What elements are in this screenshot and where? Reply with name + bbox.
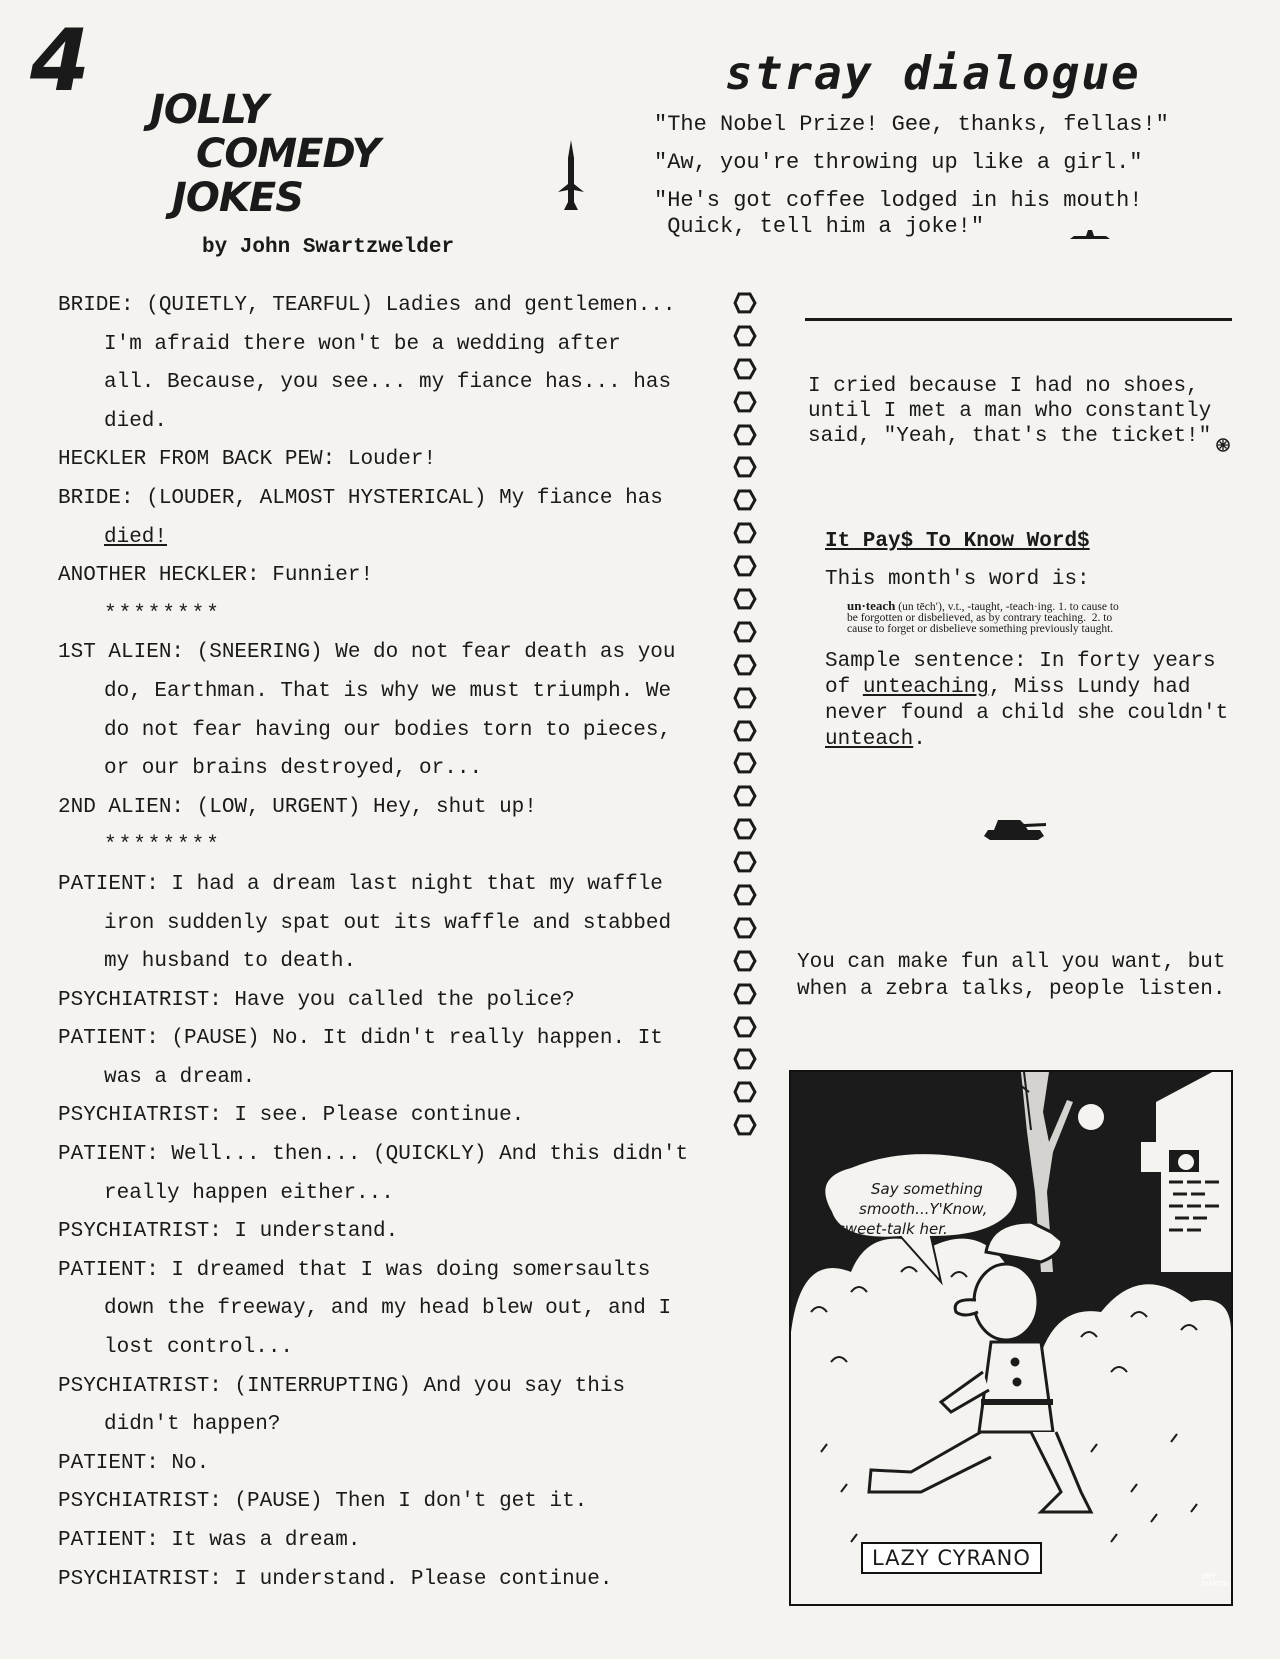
byline: by John Swartzwelder — [202, 236, 455, 259]
spiral-ring-icon — [732, 718, 758, 746]
dialogue-line: PSYCHIATRIST: I understand. — [58, 1220, 399, 1244]
stray-line-4: Quick, tell him a joke!" — [654, 214, 985, 239]
cartoon-panel — [789, 1070, 1233, 1606]
dialogue-line: do not fear having our bodies torn to pieces, — [104, 718, 672, 742]
shoes-quote-line-1: I cried because I had no shoes, — [808, 375, 1199, 398]
sample-line-3: never found a child she couldn't — [825, 702, 1229, 725]
dialogue-line: died. — [104, 409, 168, 433]
stray-line-1: "The Nobel Prize! Gee, thanks, fellas!" — [654, 112, 1169, 137]
word-box-heading: It Pay$ To Know Word$ — [825, 530, 1090, 553]
sample-line-2-post: , Miss Lundy had — [988, 676, 1191, 699]
spiral-binding — [732, 290, 758, 1145]
spiral-ring-icon — [732, 1079, 758, 1107]
dialogue-line: my husband to death. — [104, 950, 357, 974]
sample-line-1: Sample sentence: In forty years — [825, 650, 1216, 673]
spiral-ring-icon — [732, 586, 758, 614]
spiral-ring-icon — [732, 685, 758, 713]
sample-word-unteaching: unteaching — [862, 676, 989, 699]
spiral-ring-icon — [732, 619, 758, 647]
spiral-ring-icon — [732, 1014, 758, 1042]
spiral-ring-icon — [732, 422, 758, 450]
dialogue-line: ANOTHER HECKLER: Funnier! — [58, 564, 374, 588]
dialogue-line: do, Earthman. That is why we must triumph. We — [104, 679, 672, 703]
dialogue-line: PATIENT: No. — [58, 1451, 210, 1475]
sample-line-4-post: . — [913, 728, 926, 751]
sample-line-2-pre: of — [825, 676, 863, 699]
dialogue-line: HECKLER FROM BACK PEW: Louder! — [58, 448, 437, 472]
dialogue-line: PSYCHIATRIST: Have you called the police? — [58, 988, 575, 1012]
spiral-ring-icon — [732, 454, 758, 482]
spiral-ring-icon — [732, 323, 758, 351]
article-title-line-2: COMEDY — [196, 131, 380, 177]
rocket-icon — [556, 140, 586, 216]
spiral-ring-icon — [732, 553, 758, 581]
spiral-ring-icon — [732, 981, 758, 1009]
artist-credit — [1202, 1572, 1229, 1588]
spiral-ring-icon — [732, 1112, 758, 1140]
dialogue-line: PSYCHIATRIST: (INTERRUPTING) And you say this — [58, 1374, 626, 1398]
spiral-ring-icon — [732, 1046, 758, 1074]
moon-shape — [1078, 1104, 1104, 1130]
dialogue-line: PATIENT: I had a dream last night that my waffle — [58, 872, 663, 896]
spiral-ring-icon — [732, 882, 758, 910]
dialogue-line: ******** — [104, 834, 221, 858]
dialogue-underlined-word: died! — [104, 525, 168, 549]
speech-bubble-line-2: smooth...Y'Know, — [859, 1200, 988, 1218]
dialogue-line: PATIENT: It was a dream. — [58, 1529, 361, 1552]
spiral-ring-icon — [732, 652, 758, 680]
dialogue-line: PATIENT: Well... then... (QUICKLY) And this didn't — [58, 1143, 689, 1167]
speech-bubble-line-1: Say something — [871, 1180, 983, 1198]
spiral-ring-icon — [732, 915, 758, 943]
tank-icon — [980, 814, 1050, 840]
spiral-ring-icon — [732, 520, 758, 548]
cartoon-caption: LAZY CYRANO — [861, 1542, 1042, 1574]
dialogue-line: didn't happen? — [104, 1413, 281, 1437]
stray-line-3: "He's got coffee lodged in his mouth! — [654, 188, 1143, 213]
sample-word-unteach: unteach — [825, 728, 914, 751]
dialogue-line: PSYCHIATRIST: (PAUSE) Then I don't get it. — [58, 1490, 588, 1514]
page-number: 4 — [30, 11, 90, 111]
dialogue-line: PSYCHIATRIST: I understand. Please continue. — [58, 1567, 613, 1591]
spiral-ring-icon — [732, 948, 758, 976]
sample-sentence — [825, 649, 1228, 753]
asterisk-ornament-icon — [1216, 438, 1230, 452]
spiral-ring-icon — [732, 487, 758, 515]
column-divider-rule — [805, 318, 1232, 321]
zebra-quote-line-2: when a zebra talks, people listen. — [797, 978, 1226, 1001]
dialogue-line: was a dream. — [104, 1065, 256, 1089]
dialogue-line: 2ND ALIEN: (LOW, URGENT) Hey, shut up! — [58, 795, 537, 819]
dialogue-line: BRIDE: (QUIETLY, TEARFUL) Ladies and gentlemen... — [58, 294, 676, 317]
credit-line-2: MARTIN — [1202, 1580, 1229, 1588]
cartoon-illustration — [791, 1072, 1231, 1604]
dialogue-line: 1ST ALIEN: (SNEERING) We do not fear death as you — [58, 641, 676, 665]
definition-line-3: cause to forget or disbelieve something previously taught. — [847, 623, 1114, 635]
spiral-ring-icon — [732, 356, 758, 384]
definition-line-1: (un tēch′), v.t., -taught, -teach·ing. 1. to cause to — [895, 601, 1119, 613]
submarine-icon — [1068, 228, 1112, 242]
dialogue-line: all. Because, you see... my fiance has... has — [104, 371, 672, 395]
spiral-ring-icon — [732, 389, 758, 417]
dialogue-line: lost control... — [104, 1336, 294, 1360]
zebra-quote-line-1: You can make fun all you want, but — [797, 951, 1226, 974]
dialogue-line: PATIENT: I dreamed that I was doing somersaults — [58, 1258, 651, 1282]
dialogue-line: PATIENT: (PAUSE) No. It didn't really happen. It — [58, 1027, 663, 1051]
spiral-ring-icon — [732, 816, 758, 844]
dialogue-line: I'm afraid there won't be a wedding after — [104, 332, 621, 356]
shoes-quote-line-2: until I met a man who constantly — [808, 400, 1212, 423]
article-title-line-1: JOLLY — [150, 87, 268, 133]
dialogue-line: down the freeway, and my head blew out, and I — [104, 1297, 672, 1321]
dictionary-definition — [847, 600, 1237, 635]
dialogue-line: iron suddenly spat out its waffle and stabbed — [104, 911, 672, 935]
credit-line-1: JEFF — [1202, 1572, 1217, 1580]
dialogue-line: or our brains destroyed, or... — [104, 757, 483, 781]
spiral-ring-icon — [732, 783, 758, 811]
dialogue-line — [58, 519, 708, 558]
speech-bubble-line-3: sweet-talk her. — [837, 1220, 948, 1238]
spiral-ring-icon — [732, 849, 758, 877]
definition-line-2: be forgotten or disbelieved, as by contrary teaching. 2. to — [847, 612, 1113, 624]
dialogue-line: BRIDE: (LOUDER, ALMOST HYSTERICAL) My fiance has — [58, 486, 663, 510]
word-box-intro: This month's word is: — [825, 568, 1090, 591]
dialogue-line: PSYCHIATRIST: I see. Please continue. — [58, 1104, 525, 1128]
dialogue-line: really happen either... — [104, 1181, 394, 1205]
stray-dialogue-heading: stray dialogue — [725, 46, 1141, 100]
definition-headword: un·teach — [847, 598, 896, 613]
dialogue-column — [58, 287, 708, 1599]
spiral-ring-icon — [732, 750, 758, 778]
spiral-ring-icon — [732, 290, 758, 318]
article-title-line-3: JOKES — [172, 175, 304, 221]
stray-line-2: "Aw, you're throwing up like a girl." — [654, 150, 1143, 175]
shoes-quote-line-3: said, "Yeah, that's the ticket!" — [808, 425, 1212, 448]
dialogue-line: ******** — [104, 602, 221, 626]
